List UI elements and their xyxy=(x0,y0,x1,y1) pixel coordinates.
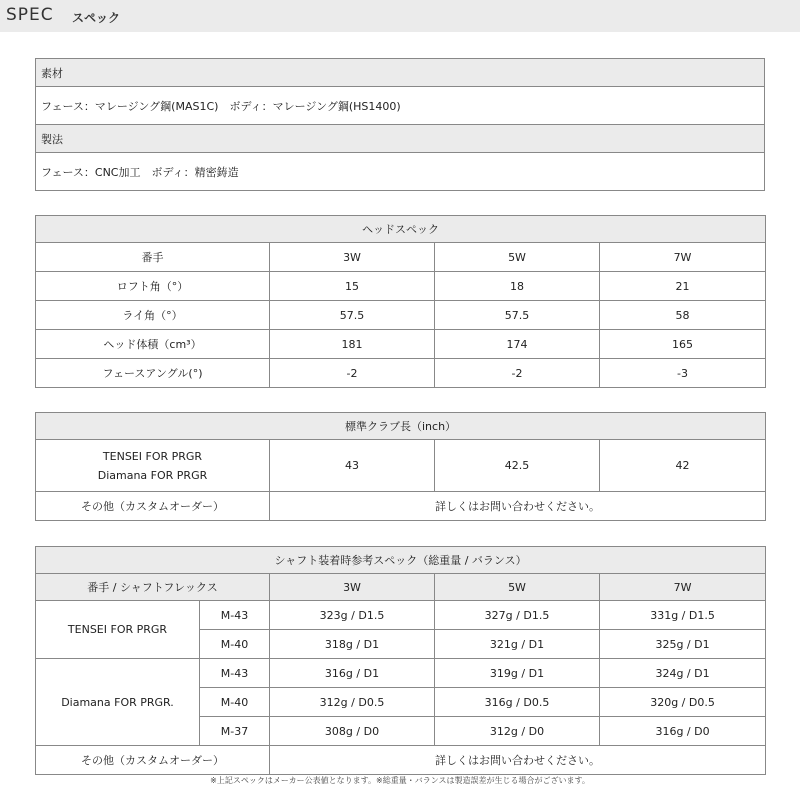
club-header: 7W xyxy=(600,574,766,601)
flex-label: M-37 xyxy=(200,717,270,746)
spec-header-bar xyxy=(0,0,800,32)
other-label: その他（カスタムオーダー） xyxy=(36,492,270,521)
head-spec-row xyxy=(36,359,766,388)
cell: 312g / D0 xyxy=(435,717,600,746)
flex-label: M-40 xyxy=(200,630,270,659)
page-title: SPEC xyxy=(6,5,54,25)
head-spec-row xyxy=(36,272,766,301)
cell: 323g / D1.5 xyxy=(270,601,435,630)
method-label-row xyxy=(36,125,765,153)
col-header: 番手 / シャフトフレックス xyxy=(36,574,270,601)
cell: 21 xyxy=(600,272,766,301)
cell: 7W xyxy=(600,243,766,272)
page-subtitle: スペック xyxy=(72,11,121,25)
shaft-spec-header-row xyxy=(36,574,766,601)
club-length-other-row xyxy=(36,492,766,521)
shaft-spec-title: シャフト装着時参考スペック（総重量 / バランス） xyxy=(36,547,766,574)
club-length-title: 標準クラブ長（inch） xyxy=(36,413,766,440)
cell: 43 xyxy=(270,440,435,492)
row-label: ライ角（°） xyxy=(36,301,270,330)
other-label: その他（カスタムオーダー） xyxy=(36,746,270,775)
flex-label: M-43 xyxy=(200,659,270,688)
cell: 324g / D1 xyxy=(600,659,766,688)
head-spec-title: ヘッドスペック xyxy=(36,216,766,243)
cell: 316g / D0 xyxy=(600,717,766,746)
materials-table xyxy=(35,58,765,191)
method-value-row xyxy=(36,153,765,191)
shaft-name: TENSEI FOR PRGR xyxy=(102,449,203,463)
shaft-name: TENSEI FOR PRGR xyxy=(36,601,200,659)
cell: 308g / D0 xyxy=(270,717,435,746)
material-value: フェース：マレージング鋼(MAS1C) ボディ：マレージング鋼(HS1400) xyxy=(36,87,765,125)
flex-label: M-43 xyxy=(200,601,270,630)
cell: 165 xyxy=(600,330,766,359)
cell: 42.5 xyxy=(435,440,600,492)
shaft-spec-table xyxy=(35,546,766,775)
other-value: 詳しくはお問い合わせください。 xyxy=(270,492,766,521)
cell: 321g / D1 xyxy=(435,630,600,659)
head-spec-row xyxy=(36,243,766,272)
flex-label: M-40 xyxy=(200,688,270,717)
shaft-name: Diamana FOR PRGR xyxy=(97,468,208,482)
head-spec-table xyxy=(35,215,766,388)
cell: 181 xyxy=(270,330,435,359)
shaft-names xyxy=(36,440,270,492)
row-label: ロフト角（°） xyxy=(36,272,270,301)
row-label: ヘッド体積（cm³） xyxy=(36,330,270,359)
cell: 57.5 xyxy=(435,301,600,330)
cell: 42 xyxy=(600,440,766,492)
club-header: 3W xyxy=(270,574,435,601)
method-label: 製法 xyxy=(36,125,765,153)
cell: 15 xyxy=(270,272,435,301)
table-row xyxy=(36,601,766,630)
cell: 316g / D1 xyxy=(270,659,435,688)
cell: 325g / D1 xyxy=(600,630,766,659)
head-spec-row xyxy=(36,330,766,359)
footnote: ※上記スペックはメーカー公表値となります。※総重量・バランスは製造誤差が生じる場合がございます。 xyxy=(210,776,590,785)
table-row xyxy=(36,659,766,688)
material-label-row xyxy=(36,59,765,87)
club-header: 5W xyxy=(435,574,600,601)
cell: 327g / D1.5 xyxy=(435,601,600,630)
cell: -3 xyxy=(600,359,766,388)
cell: 57.5 xyxy=(270,301,435,330)
cell: 174 xyxy=(435,330,600,359)
cell: 3W xyxy=(270,243,435,272)
cell: -2 xyxy=(435,359,600,388)
cell: 316g / D0.5 xyxy=(435,688,600,717)
cell: 18 xyxy=(435,272,600,301)
cell: 319g / D1 xyxy=(435,659,600,688)
cell: 312g / D0.5 xyxy=(270,688,435,717)
club-length-row xyxy=(36,440,766,492)
method-value: フェース：CNC加工 ボディ：精密鋳造 xyxy=(36,153,765,191)
shaft-name: Diamana FOR PRGR. xyxy=(36,659,200,746)
club-length-table xyxy=(35,412,766,521)
cell: 331g / D1.5 xyxy=(600,601,766,630)
shaft-spec-other-row xyxy=(36,746,766,775)
cell: 58 xyxy=(600,301,766,330)
cell: 318g / D1 xyxy=(270,630,435,659)
row-label: フェースアングル(°) xyxy=(36,359,270,388)
other-value: 詳しくはお問い合わせください。 xyxy=(270,746,766,775)
head-spec-row xyxy=(36,301,766,330)
cell: 5W xyxy=(435,243,600,272)
cell: -2 xyxy=(270,359,435,388)
material-label: 素材 xyxy=(36,59,765,87)
material-value-row xyxy=(36,87,765,125)
cell: 320g / D0.5 xyxy=(600,688,766,717)
row-label: 番手 xyxy=(36,243,270,272)
